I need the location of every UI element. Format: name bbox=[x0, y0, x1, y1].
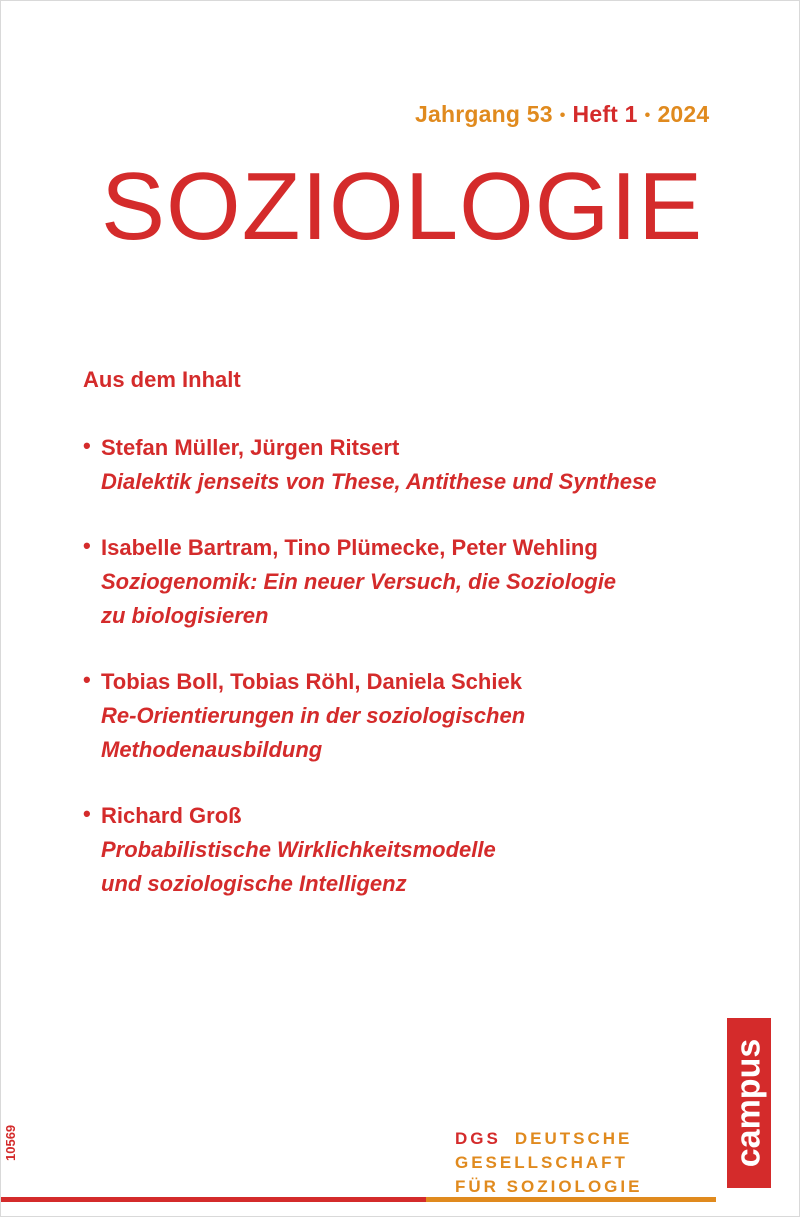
article-authors: Tobias Boll, Tobias Röhl, Daniela Schiek bbox=[101, 669, 522, 694]
article-title: Soziogenomik: Ein neuer Versuch, die Soziologie zu biologisieren bbox=[101, 569, 617, 628]
article-title: Probabilistische Wirklichkeitsmodelle und soziologische Intelligenz bbox=[101, 837, 496, 896]
bullet: • bbox=[83, 433, 91, 458]
publisher-name: campus bbox=[729, 1038, 768, 1168]
separator-dot: • bbox=[644, 107, 651, 124]
dgs-line-3: FÜR SOZIOLOGIE bbox=[455, 1177, 643, 1196]
article-authors: Stefan Müller, Jürgen Ritsert bbox=[101, 435, 400, 460]
article-title: Dialektik jenseits von These, Antithese und Synthese bbox=[101, 469, 657, 494]
dgs-abbreviation: DGS bbox=[455, 1129, 501, 1148]
dgs-line-2: GESELLSCHAFT bbox=[455, 1153, 628, 1172]
dgs-line-1: DEUTSCHE bbox=[514, 1129, 633, 1148]
product-code: 10569 bbox=[3, 1124, 18, 1161]
article-entry bbox=[83, 665, 723, 767]
bottom-bar-red bbox=[1, 1197, 426, 1202]
article-authors: Richard Groß bbox=[101, 803, 242, 828]
issue-year: 2024 bbox=[657, 101, 710, 127]
separator-dot: • bbox=[559, 107, 566, 124]
article-list bbox=[83, 431, 723, 933]
bullet: • bbox=[83, 533, 91, 558]
article-entry bbox=[83, 799, 723, 901]
bottom-bar-orange bbox=[426, 1197, 716, 1202]
article-entry bbox=[83, 531, 723, 633]
bullet: • bbox=[83, 667, 91, 692]
volume-label: Jahrgang 53 bbox=[415, 101, 553, 127]
issue-number: Heft 1 bbox=[572, 101, 638, 127]
campus-logo bbox=[727, 1018, 771, 1188]
article-entry bbox=[83, 431, 723, 499]
article-authors: Isabelle Bartram, Tino Plümecke, Peter Wehling bbox=[101, 535, 598, 560]
issue-info bbox=[415, 101, 709, 128]
journal-title: SOZIOLOGIE bbox=[101, 153, 704, 260]
bullet: • bbox=[83, 801, 91, 826]
article-title: Re-Orientierungen in der soziologischen Methodenausbildung bbox=[101, 703, 526, 762]
dgs-logo bbox=[455, 1127, 642, 1199]
contents-heading: Aus dem Inhalt bbox=[83, 367, 241, 392]
